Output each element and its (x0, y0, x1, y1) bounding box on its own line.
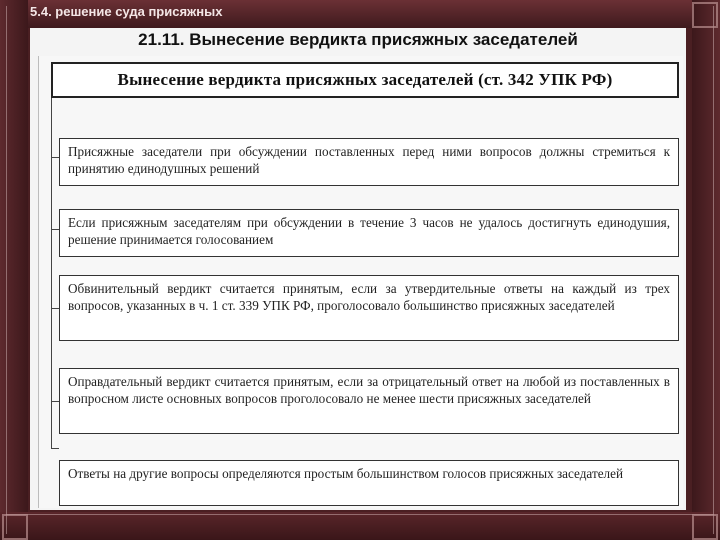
connector-tick (51, 401, 59, 402)
frame-bottom (0, 512, 720, 540)
item-box-4: Оправдательный вердикт считается принятым, если за отрицательный ответ на любой из поставленных в вопросном листе основных вопросов проголосовало не менее шести присяжных заседателей (59, 368, 679, 434)
connector-line (51, 98, 52, 448)
header-title: 5.4. решение суда присяжных (30, 4, 223, 19)
item-box-1: Присяжные заседатели при обсуждении поставленных перед ними вопросов должны стремиться к принятию единодушных решений (59, 138, 679, 186)
frame-right (692, 0, 720, 540)
frame-corner-br (692, 514, 718, 540)
main-heading-box: Вынесение вердикта присяжных заседателей (ст. 342 УПК РФ) (51, 62, 679, 98)
frame-left (0, 0, 28, 540)
connector-tick (51, 157, 59, 158)
frame-line-bottom (6, 514, 714, 515)
connector-tick (51, 448, 59, 449)
document-scan (38, 56, 683, 508)
slide (30, 28, 686, 510)
item-box-3: Обвинительный вердикт считается принятым, если за утвердительные ответы на каждый из трех вопросов, указанных в ч. 1 ст. 339 УПК РФ, проголосовало большинство присяжных заседателей (59, 275, 679, 341)
slide-title: 21.11. Вынесение вердикта присяжных заседателей (138, 30, 578, 49)
frame-line-left (6, 6, 7, 534)
item-box-5: Ответы на другие вопросы определяются простым большинством голосов присяжных заседателей (59, 460, 679, 506)
header-bar (0, 0, 720, 26)
frame-corner-bl (2, 514, 28, 540)
connector-tick (51, 229, 59, 230)
item-box-2: Если присяжным заседателям при обсуждении в течение 3 часов не удалось достигнуть единодушия, решение принимается голосованием (59, 209, 679, 257)
frame-line-right (713, 6, 714, 534)
connector-tick (51, 308, 59, 309)
